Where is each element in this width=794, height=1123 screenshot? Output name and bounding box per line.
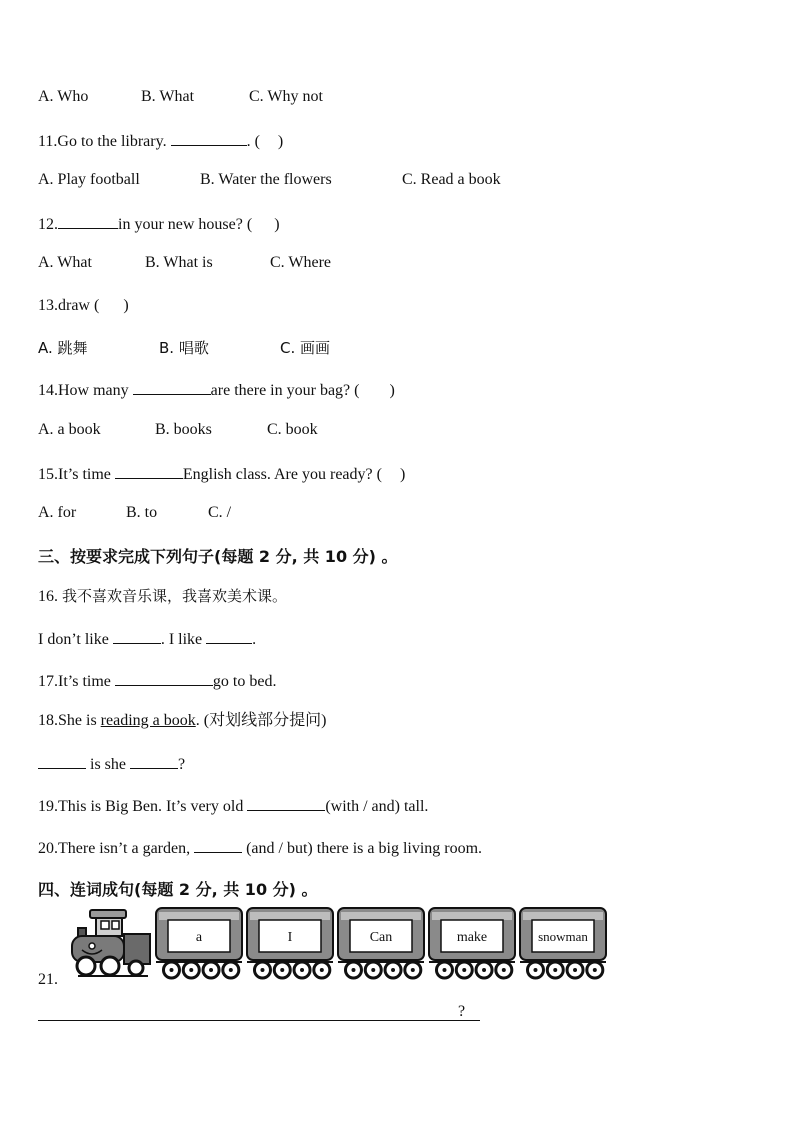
q21-end-mark: ?: [458, 1003, 466, 1020]
q13-paren-close: ): [123, 297, 129, 314]
q16-number: 16.: [38, 588, 58, 605]
q14-option-c: C. book: [267, 421, 318, 438]
q17-question: [38, 670, 276, 692]
q16-text-c: .: [252, 631, 257, 648]
q18-blank-1[interactable]: [38, 753, 86, 769]
q15-question: [38, 463, 405, 485]
q17-blank[interactable]: [115, 670, 213, 686]
q11-number: 11.: [38, 133, 58, 150]
q18-text-after: . (对划线部分提问): [195, 712, 327, 729]
q11-paren-close: ): [277, 133, 284, 150]
q17-text: It’s time: [58, 673, 115, 690]
q14-number: 14.: [38, 382, 58, 399]
q16-blank-1[interactable]: [113, 628, 161, 644]
q15-text-after: English class. Are you ready? (: [182, 466, 382, 483]
section-3-title: 三、按要求完成下列句子(每题 2 分, 共 10 分) 。: [38, 547, 398, 566]
q16-answer: [38, 628, 256, 650]
q10-option-b: B. What: [141, 88, 195, 105]
q10-option-c: C. Why not: [249, 88, 323, 105]
wagon-word: Can: [369, 930, 393, 945]
q13-option-a: A. 跳舞: [38, 339, 88, 357]
q15-blank[interactable]: [115, 463, 183, 479]
q13-number: 13.: [38, 297, 58, 314]
q19-question: [38, 795, 428, 817]
q20-number: 20.: [38, 840, 58, 857]
q20-text: There isn’t a garden,: [58, 840, 195, 857]
q12-option-b: B. What is: [145, 254, 213, 271]
wagon-word: I: [287, 930, 293, 945]
q11-option-a: A. Play football: [38, 171, 140, 188]
q19-text-after: (with / and) tall.: [325, 798, 429, 815]
q19-number: 19.: [38, 798, 58, 815]
q11-blank[interactable]: [171, 130, 247, 146]
q15-number: 15.: [38, 466, 58, 483]
q18-number: 18.: [38, 712, 58, 729]
q16-text-a: I don’t like: [38, 631, 113, 648]
word-wagon: [247, 908, 333, 978]
q12-paren-close: ): [274, 216, 280, 233]
q15-text: It’s time: [58, 466, 115, 483]
q18-question-mark: ?: [178, 756, 186, 773]
q11-text: Go to the library.: [57, 133, 171, 150]
q18-underlined-phrase: reading a book: [100, 712, 196, 729]
wagon-word: make: [456, 930, 488, 945]
word-wagon: [429, 908, 515, 978]
word-wagon: [520, 908, 606, 978]
word-wagon: [156, 908, 242, 978]
q20-text-after: (and / but) there is a big living room.: [242, 840, 483, 857]
q13-text: draw (: [58, 297, 100, 314]
q14-paren-close: ): [389, 382, 395, 399]
q14-text-after: are there in your bag? (: [210, 382, 360, 399]
q11-option-b: B. Water the flowers: [200, 171, 332, 188]
q11-question: [38, 130, 283, 152]
q11-option-c: C. Read a book: [402, 171, 501, 188]
q18-answer: [38, 753, 185, 775]
q21-answer-line[interactable]: [38, 1020, 480, 1021]
wagon-word: a: [195, 930, 203, 945]
q11-text-after: . (: [246, 133, 260, 150]
q16-blank-2[interactable]: [206, 628, 252, 644]
q18-blank-2[interactable]: [130, 753, 178, 769]
q18-question: [38, 711, 326, 731]
q15-option-b: B. to: [126, 504, 158, 521]
q14-text: How many: [58, 382, 133, 399]
word-wagon: [338, 908, 424, 978]
q12-question: [38, 213, 280, 235]
q14-question: [38, 379, 395, 401]
q18-text: She is: [58, 712, 101, 729]
q21-number: 21.: [38, 971, 58, 988]
q20-blank[interactable]: [194, 837, 242, 853]
q14-blank[interactable]: [133, 379, 211, 395]
q16-question: [38, 586, 287, 607]
q17-number: 17.: [38, 673, 58, 690]
q14-option-a: A. a book: [38, 421, 101, 438]
q19-blank[interactable]: [247, 795, 325, 811]
q12-blank[interactable]: [58, 213, 118, 229]
q17-text-after: go to bed.: [212, 673, 277, 690]
q20-question: [38, 837, 482, 859]
q15-paren-close: ): [399, 466, 406, 483]
q13-option-b: B. 唱歌: [159, 339, 209, 357]
q13-option-c: C. 画画: [280, 339, 331, 357]
q12-option-c: C. Where: [270, 254, 332, 271]
q13-question: [38, 296, 129, 316]
q15-option-a: A. for: [38, 504, 77, 521]
q14-option-b: B. books: [155, 421, 212, 438]
q12-number: 12.: [38, 216, 58, 233]
q19-text: This is Big Ben. It’s very old: [58, 798, 248, 815]
wagon-word: snowman: [538, 929, 588, 944]
q18-answer-text: is she: [86, 756, 130, 773]
q12-option-a: A. What: [38, 254, 92, 271]
q16-chinese-text: 我不喜欢音乐课，我喜欢美术课。: [62, 587, 288, 605]
q10-option-a: A. Who: [38, 88, 89, 105]
q15-option-c: C. /: [208, 504, 232, 521]
q12-text: in your new house? (: [118, 216, 253, 233]
q16-text-b: . I like: [160, 631, 207, 648]
locomotive-icon: [72, 910, 150, 976]
word-train-illustration: [68, 906, 608, 984]
section-4-title: 四、连词成句(每题 2 分, 共 10 分) 。: [38, 880, 318, 899]
